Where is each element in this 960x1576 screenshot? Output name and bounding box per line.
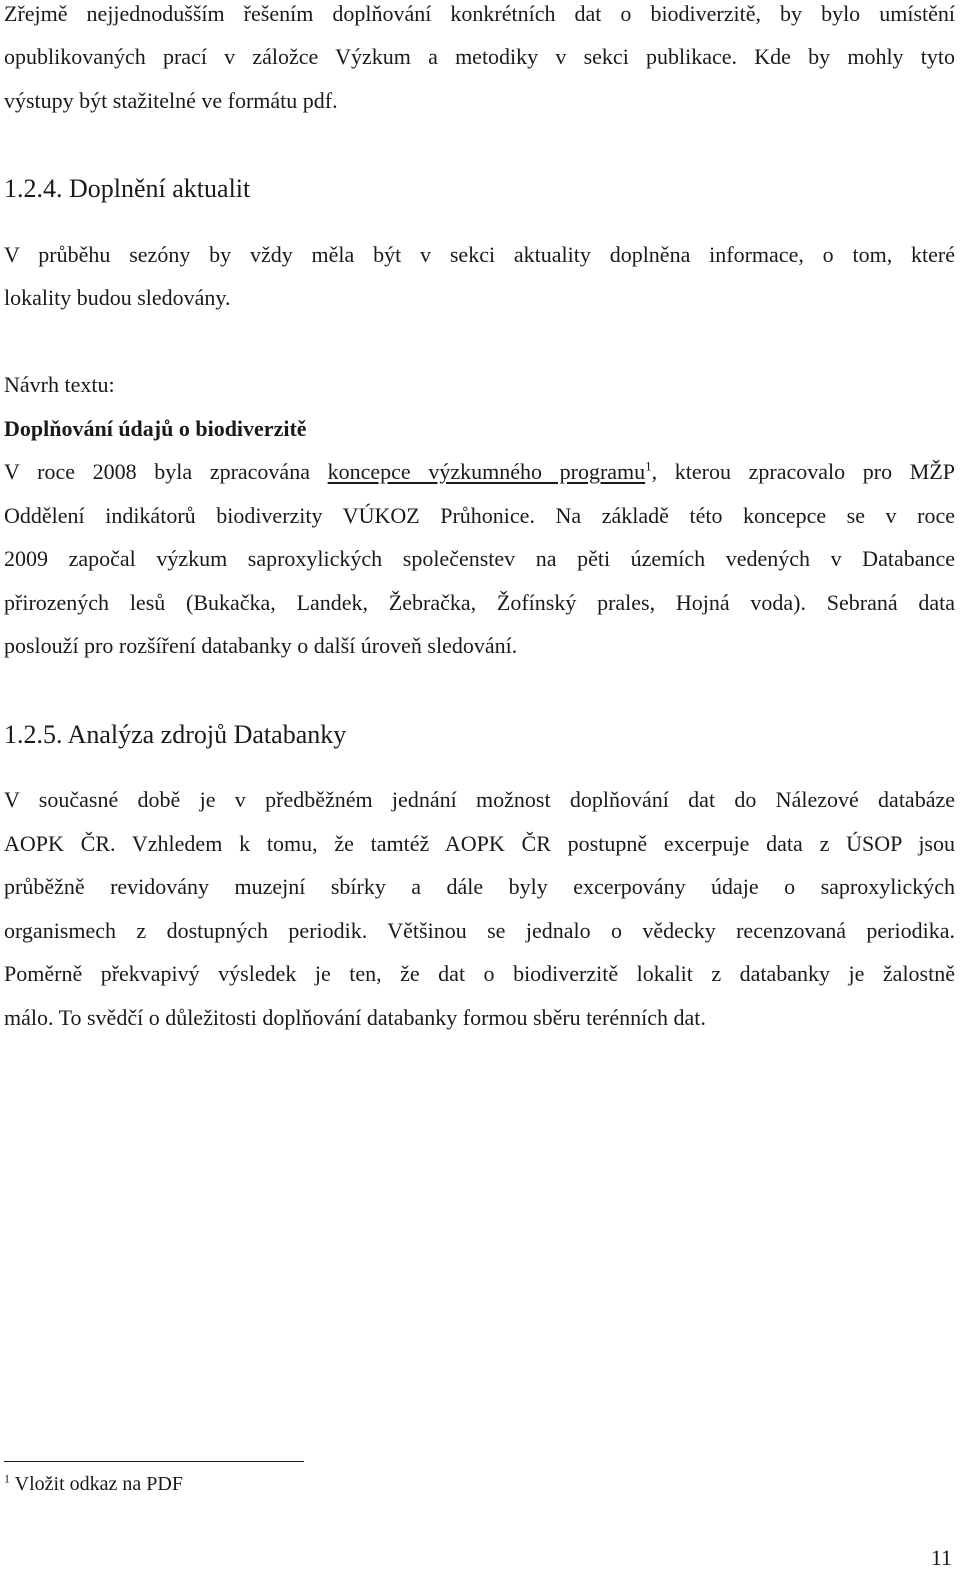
draft-label: Návrh textu: [4,372,115,397]
footnote-number: 1 [4,1471,10,1486]
intro-line-3: výstupy být stažitelné ve formátu pdf. [4,88,338,113]
intro-line-1: Zřejmě nejjednodušším řešením doplňování konkrétních dat o biodiverzitě, by bylo umístění [4,1,955,26]
section-1-2-5-line-6: málo. To svědčí o důležitosti doplňování databanky formou sběru terénních dat. [4,1005,706,1030]
draft-line-5: poslouží pro rozšíření databanky o další úroveň sledování. [4,633,518,658]
section-1-2-5-line-5: Poměrně překvapivý výsledek je ten, že dat o biodiverzitě lokalit z databanky je žalostně [4,961,955,986]
draft-line-1-pre: V roce 2008 byla zpracována [4,459,328,484]
section-heading-1-2-4: 1.2.4. Doplnění aktualit [4,174,251,203]
footnote [4,1472,183,1496]
section-heading-1-2-5: 1.2.5. Analýza zdrojů Databanky [4,720,347,749]
draft-line-3: 2009 započal výzkum saproxylických společenstev na pěti územích vedených v Databance [4,546,955,571]
page-number: 11 [930,1545,952,1570]
footnote-ref[interactable]: 1 [645,458,652,474]
footnote-separator [4,1461,304,1462]
section-1-2-5-line-1: V současné době je v předběžném jednání možnost doplňování dat do Nálezové databáze [4,787,955,812]
section-1-2-4-line-1: V průběhu sezóny by vždy měla být v sekci aktuality doplněna informace, o tom, které [4,242,955,267]
footnote-text: Vložit odkaz na PDF [14,1473,183,1495]
draft-title: Doplňování údajů o biodiverzitě [4,416,307,441]
section-1-2-5-line-2: AOPK ČR. Vzhledem k tomu, že tamtéž AOPK ČR postupně excerpuje data z ÚSOP jsou [4,831,955,856]
section-1-2-5-line-3: průběžně revidovány muzejní sbírky a dále byly excerpovány údaje o saproxylických [4,874,955,899]
draft-line-1 [4,459,955,485]
concept-link[interactable]: koncepce výzkumného programu [327,459,646,484]
section-1-2-5-line-4: organismech z dostupných periodik. Většinou se jednalo o vědecky recenzovaná periodika. [4,918,955,943]
draft-line-2: Oddělení indikátorů biodiverzity VÚKOZ Průhonice. Na základě této koncepce se v roce [4,503,955,528]
section-1-2-4-line-2: lokality budou sledovány. [4,285,231,310]
draft-line-1-post: , kterou zpracovalo pro MŽP [651,459,956,484]
intro-line-2: opublikovaných prací v záložce Výzkum a metodiky v sekci publikace. Kde by mohly tyto [4,44,955,69]
draft-line-4: přirozených lesů (Bukačka, Landek, Žebračka, Žofínský prales, Hojná voda). Sebraná data [4,590,955,615]
